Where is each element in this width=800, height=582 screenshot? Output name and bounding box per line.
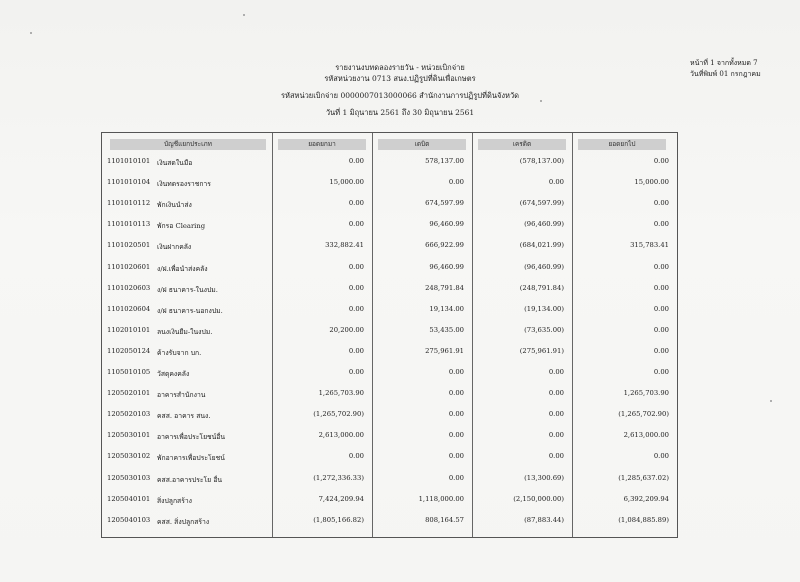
carried-forward-value: 0.00 — [653, 220, 669, 229]
carried-forward-value: 0.00 — [653, 368, 669, 376]
brought-forward-value: (1,272,336.33) — [313, 473, 364, 482]
account-code: 1105010105 — [107, 368, 151, 376]
brought-forward-value: 332,882.41 — [325, 241, 364, 250]
credit-value: (19,134.00) — [524, 304, 564, 313]
table-row — [102, 389, 677, 411]
brought-forward-value: 0.00 — [348, 283, 364, 292]
table-row — [102, 284, 677, 306]
debit-value: 19,134.00 — [429, 304, 464, 313]
scan-speck — [540, 100, 542, 102]
table-row — [102, 516, 677, 538]
brought-forward-value: 0.00 — [348, 199, 364, 208]
debit-value: 0.00 — [448, 178, 464, 187]
brought-forward-value: 20,200.00 — [329, 325, 364, 334]
account-name: เงินทดรองราชการ — [157, 180, 211, 189]
scan-speck — [243, 14, 245, 16]
brought-forward-value: 2,613,000.00 — [318, 431, 364, 440]
debit-value: 0.00 — [448, 410, 464, 419]
debit-value: 0.00 — [448, 368, 464, 376]
debit-value: 666,922.99 — [425, 241, 464, 250]
credit-value: (674,597.99) — [519, 199, 564, 208]
table-row — [102, 368, 677, 390]
credit-value: (248,791.84) — [519, 283, 564, 292]
account-name: ง/ฝ.เพื่อนำส่งคลัง — [157, 264, 208, 273]
account-code: 1205020101 — [107, 389, 151, 398]
credit-value: 0.00 — [548, 368, 564, 376]
carried-forward-value: 0.00 — [653, 262, 669, 271]
account-name: เงินสดในมือ — [157, 159, 193, 167]
credit-value: 0.00 — [548, 431, 564, 440]
debit-value: 674,597.99 — [425, 199, 464, 208]
account-code: 1205030102 — [107, 452, 151, 461]
brought-forward-value: 0.00 — [348, 346, 364, 355]
carried-forward-value: 15,000.00 — [634, 178, 669, 187]
table-row — [102, 495, 677, 517]
col-header-brought-forward: ยอดยกมา — [278, 139, 366, 150]
page-number: หน้าที่ 1 จากทั้งหมด 7 — [690, 59, 758, 67]
account-name: สิ่งปลูกสร้าง — [157, 496, 192, 505]
account-code: 1101010101 — [107, 157, 151, 165]
col-header-carried-forward: ยอดยกไป — [578, 139, 666, 150]
debit-value: 578,137.00 — [425, 157, 464, 165]
debit-value: 275,961.91 — [425, 346, 464, 355]
debit-value: 0.00 — [448, 452, 464, 461]
credit-value: (578,137.00) — [519, 157, 564, 165]
brought-forward-value: (1,265,702.90) — [313, 410, 364, 419]
account-code: 1101010112 — [107, 199, 151, 208]
debit-value: 0.00 — [448, 431, 464, 440]
table-row — [102, 263, 677, 285]
account-name: พักเงินนำส่ง — [157, 201, 192, 210]
account-code: 1102050124 — [107, 346, 151, 355]
debit-value: 1,118,000.00 — [418, 494, 464, 503]
account-code: 1101010104 — [107, 178, 151, 187]
account-name: ลนงเงินยืม-ในงปม. — [157, 327, 213, 336]
table-row — [102, 431, 677, 453]
col-header-account: บัญชีแยกประเภท — [110, 139, 266, 150]
account-code: 1101010113 — [107, 220, 151, 229]
table-row — [102, 347, 677, 369]
brought-forward-value: 0.00 — [348, 452, 364, 461]
account-name: พักอาคารเพื่อประโยชน์ — [157, 454, 225, 463]
table-row — [102, 178, 677, 200]
table-row — [102, 305, 677, 327]
account-name: คสส. สิ่งปลูกสร้าง — [157, 517, 210, 526]
credit-value: (96,460.99) — [524, 262, 564, 271]
account-name: คสส.อาคารประโย อื่น — [157, 475, 223, 484]
debit-value: 53,435.00 — [429, 325, 464, 334]
carried-forward-value: (1,084,885.89) — [618, 515, 669, 524]
agency-code: รหัสหน่วยงาน 0713 สนง.ปฏิรูปที่ดินเพื่อเกษตร — [324, 74, 476, 83]
credit-value: (73,635.00) — [524, 325, 564, 334]
debit-value: 0.00 — [448, 473, 464, 482]
account-name: ค้างรับจาก บก. — [157, 348, 202, 357]
credit-value: 0.00 — [548, 452, 564, 461]
table-row — [102, 326, 677, 348]
credit-value: (684,021.99) — [519, 241, 564, 250]
debit-value: 248,791.84 — [425, 283, 464, 292]
account-name: พักรอ Clearing — [157, 222, 206, 231]
debit-value: 96,460.99 — [429, 262, 464, 271]
carried-forward-value: 6,392,209.94 — [623, 494, 669, 503]
account-code: 1101020601 — [107, 262, 151, 271]
carried-forward-value: 0.00 — [653, 325, 669, 334]
brought-forward-value: 15,000.00 — [329, 178, 364, 187]
table-row — [102, 452, 677, 474]
account-code: 1205020103 — [107, 410, 151, 419]
account-name: วัสดุคงคลัง — [157, 370, 190, 378]
carried-forward-value: 0.00 — [653, 283, 669, 292]
credit-value: (2,150,000.00) — [513, 494, 564, 503]
brought-forward-value: 1,265,703.90 — [318, 389, 364, 398]
carried-forward-value: 315,783.41 — [630, 241, 669, 250]
account-code: 1205040103 — [107, 515, 151, 524]
report-period: วันที่ 1 มิถุนายน 2561 ถึง 30 มิถุนายน 2561 — [325, 108, 475, 117]
credit-value: (275,961.91) — [519, 346, 564, 355]
col-header-credit: เครดิต — [478, 139, 566, 150]
table-row — [102, 157, 677, 179]
report-title: รายงานงบทดลองรายวัน - หน่วยเบิกจ่าย — [335, 63, 465, 72]
carried-forward-value: 2,613,000.00 — [623, 431, 669, 440]
account-code: 1102010101 — [107, 325, 151, 334]
page-info — [690, 58, 761, 80]
carried-forward-value: 0.00 — [653, 346, 669, 355]
brought-forward-value: 0.00 — [348, 304, 364, 313]
print-date: วันที่พิมพ์ 01 กรกฎาคม — [690, 70, 761, 78]
carried-forward-value: 0.00 — [653, 304, 669, 313]
account-code: 1205040101 — [107, 494, 151, 503]
carried-forward-value: 0.00 — [653, 199, 669, 208]
credit-value: (96,460.99) — [524, 220, 564, 229]
scan-speck — [30, 32, 32, 34]
account-code: 1205030103 — [107, 473, 151, 482]
credit-value: 0.00 — [548, 389, 564, 398]
account-name: อาคารสำนักงาน — [157, 391, 206, 400]
account-name: คสส. อาคาร สนง. — [157, 412, 211, 421]
carried-forward-value: (1,265,702.90) — [618, 410, 669, 419]
credit-value: 0.00 — [548, 410, 564, 419]
debit-value: 96,460.99 — [429, 220, 464, 229]
brought-forward-value: 0.00 — [348, 220, 364, 229]
account-code: 1101020604 — [107, 304, 151, 313]
credit-value: 0.00 — [548, 178, 564, 187]
carried-forward-value: 0.00 — [653, 157, 669, 165]
credit-value: (87,883.44) — [524, 515, 564, 524]
disbursement-unit: รหัสหน่วยเบิกจ่าย 0000007013000066 สำนักงานการปฏิรูปที่ดินจังหวัด — [280, 91, 520, 100]
table-row — [102, 474, 677, 496]
debit-value: 808,164.57 — [425, 515, 464, 524]
brought-forward-value: 0.00 — [348, 368, 364, 376]
account-name: อาคารเพื่อประโยชน์อื่น — [157, 433, 226, 442]
account-name: ง/ฝ ธนาคาร-ในงปม. — [157, 285, 218, 294]
debit-value: 0.00 — [448, 389, 464, 398]
account-code: 1205030101 — [107, 431, 151, 440]
table-row — [102, 199, 677, 221]
account-name: เงินฝากคลัง — [157, 243, 192, 252]
trial-balance-table — [101, 132, 678, 538]
brought-forward-value: 0.00 — [348, 157, 364, 165]
brought-forward-value: 7,424,209.94 — [318, 494, 364, 503]
table-row — [102, 220, 677, 242]
scan-speck — [770, 400, 772, 402]
carried-forward-value: 1,265,703.90 — [623, 389, 669, 398]
carried-forward-value: (1,285,637.02) — [618, 473, 669, 482]
account-code: 1101020603 — [107, 283, 151, 292]
account-name: ง/ฝ ธนาคาร-นอกงปม. — [157, 306, 223, 315]
carried-forward-value: 0.00 — [653, 452, 669, 461]
credit-value: (13,300.69) — [524, 473, 564, 482]
col-header-debit: เดบิต — [378, 139, 466, 150]
brought-forward-value: 0.00 — [348, 262, 364, 271]
table-row — [102, 410, 677, 432]
table-row — [102, 241, 677, 263]
brought-forward-value: (1,805,166.82) — [313, 515, 364, 524]
account-code: 1101020501 — [107, 241, 151, 250]
